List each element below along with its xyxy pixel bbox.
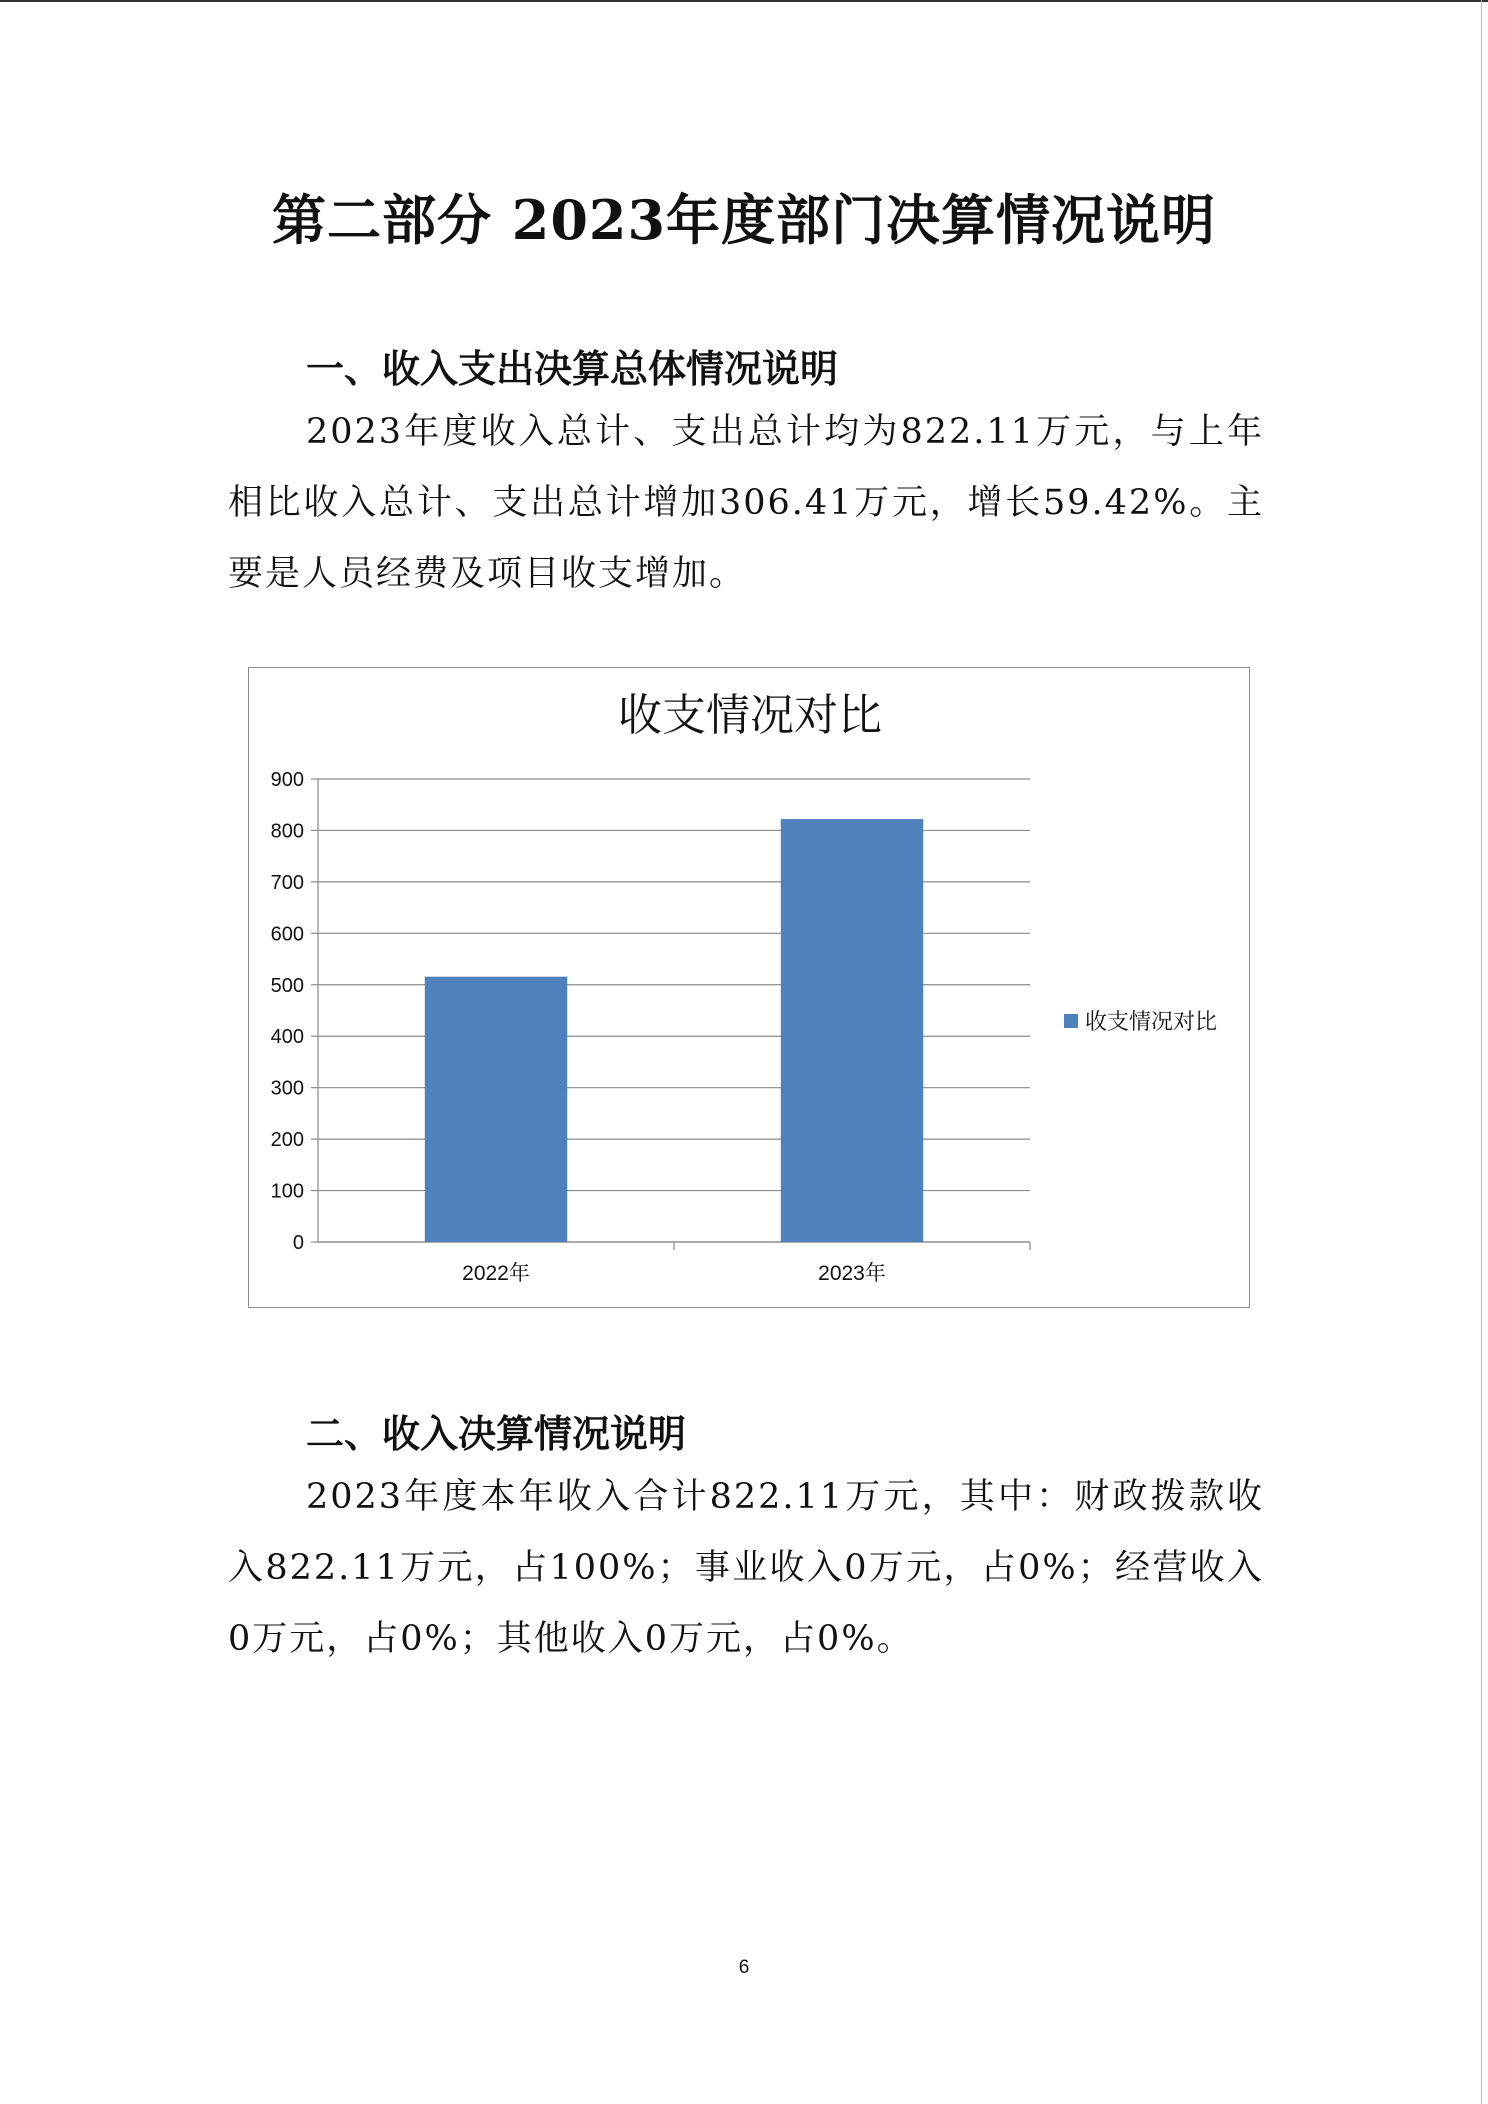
page-border-top bbox=[0, 0, 1488, 2]
y-tick-label: 700 bbox=[270, 871, 304, 894]
bar-2022年 bbox=[425, 977, 567, 1242]
bar-2023年 bbox=[781, 819, 923, 1242]
y-tick-label: 300 bbox=[270, 1077, 304, 1100]
x-category-label: 2022年 bbox=[462, 1262, 530, 1285]
page-border-right bbox=[1481, 0, 1482, 2104]
income-expense-chart bbox=[248, 667, 1250, 1308]
y-tick-label: 0 bbox=[292, 1232, 304, 1254]
income-paragraph: 2023年度本年收入合计822.11万元，其中：财政拨款收入822.11万元，占100%；事业收入0万元，占0%；经营收入0万元，占0%；其他收入0万元，占0%。 bbox=[228, 1477, 1264, 1659]
overview-paragraph: 2023年度收入总计、支出总计均为822.11万元，与上年相比收入总计、支出总计增加306.41万元，增长59.42%。主要是人员经费及项目收支增加。 bbox=[228, 412, 1264, 594]
y-tick-label: 100 bbox=[270, 1180, 304, 1203]
y-tick-label: 200 bbox=[270, 1129, 304, 1152]
y-tick-label: 400 bbox=[270, 1026, 304, 1049]
legend-swatch bbox=[1064, 1014, 1078, 1028]
y-tick-label: 500 bbox=[270, 974, 304, 997]
y-tick-label: 800 bbox=[270, 820, 304, 843]
y-tick-label: 600 bbox=[270, 923, 304, 946]
chart-title: 收支情况对比 bbox=[618, 690, 882, 741]
legend-label: 收支情况对比 bbox=[1085, 1010, 1218, 1035]
x-category-label: 2023年 bbox=[818, 1262, 886, 1285]
page-number: 6 bbox=[738, 1957, 750, 1978]
y-tick-label: 900 bbox=[270, 769, 304, 791]
chart-canvas bbox=[249, 668, 1251, 1309]
page-title: 第二部分 2023年度部门决算情况说明 bbox=[271, 188, 1217, 252]
section-heading-overview: 一、收入支出决算总体情况说明 bbox=[306, 347, 839, 391]
section-heading-income: 二、收入决算情况说明 bbox=[306, 1412, 687, 1456]
